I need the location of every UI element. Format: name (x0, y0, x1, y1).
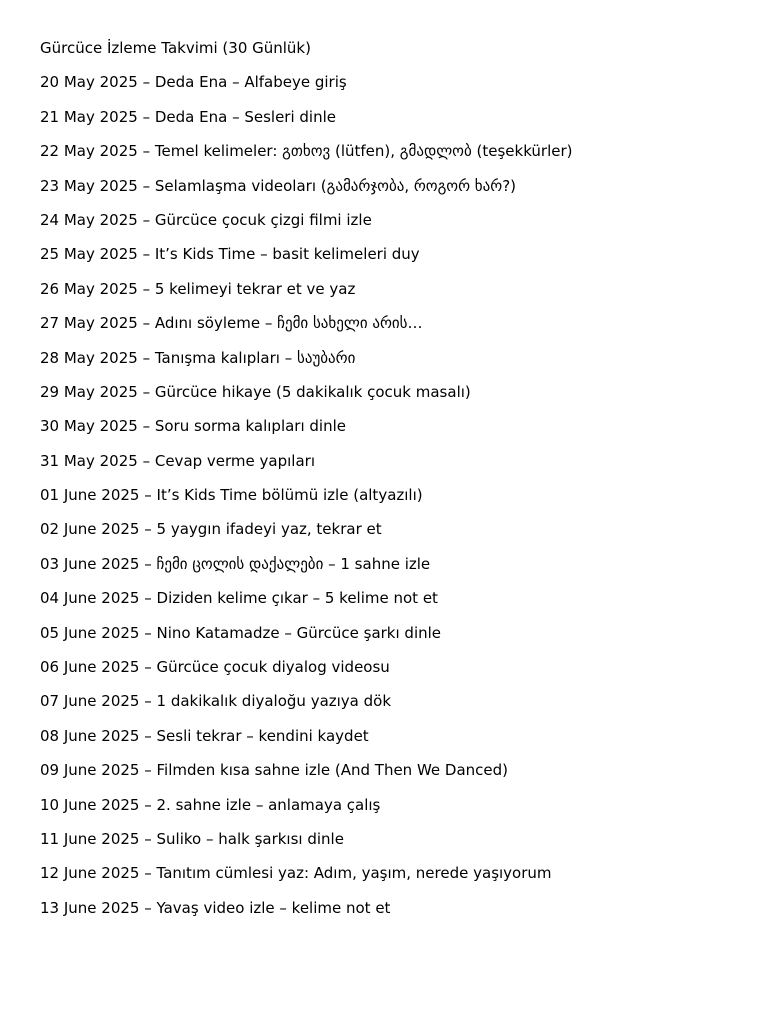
entry-text: 5 kelimeyi tekrar et ve yaz (154, 279, 356, 298)
entry-text: 1 dakikalık diyaloğu yazıya dök (156, 692, 392, 711)
entry-separator: – (139, 795, 157, 814)
schedule-entry (40, 760, 740, 780)
entry-text: Tanıtım cümlesi yaz: Adım, yaşım, nerede yaşıyorum (156, 864, 552, 883)
entry-date: 27 May 2025 (40, 314, 138, 333)
schedule-entry (40, 519, 740, 539)
entry-date: 02 June 2025 (40, 520, 140, 539)
entry-text: Soru sorma kalıpları dinle (154, 417, 346, 436)
entry-date: 30 May 2025 (40, 417, 138, 436)
entry-separator: – (137, 245, 155, 264)
entry-date: 25 May 2025 (40, 245, 138, 264)
entry-text: Gürcüce çocuk diyalog videosu (156, 658, 390, 677)
entry-text: Deda Ena – Sesleri dinle (154, 107, 336, 126)
entry-separator: – (139, 589, 157, 608)
entry-separator: – (137, 382, 155, 401)
entry-date: 23 May 2025 (40, 176, 138, 195)
entry-separator: – (139, 761, 157, 780)
entry-separator: – (139, 486, 157, 505)
schedule-entry (40, 348, 740, 368)
entry-separator: – (139, 658, 157, 677)
schedule-entry (40, 898, 740, 918)
entry-text: Gürcüce hikaye (5 dakikalık çocuk masalı) (154, 382, 471, 401)
schedule-entry (40, 107, 740, 127)
entry-text: Gürcüce çocuk çizgi filmi izle (154, 210, 372, 229)
entry-date: 08 June 2025 (40, 726, 140, 745)
entry-separator: – (139, 554, 157, 573)
entry-separator: – (139, 692, 157, 711)
schedule-entry (40, 554, 740, 574)
entry-date: 12 June 2025 (40, 864, 140, 883)
entry-separator: – (137, 348, 155, 367)
entry-date: 31 May 2025 (40, 451, 138, 470)
entry-date: 13 June 2025 (40, 898, 140, 917)
entry-text: Nino Katamadze – Gürcüce şarkı dinle (156, 623, 442, 642)
schedule-entry (40, 210, 740, 230)
entry-separator: – (139, 726, 157, 745)
schedule-list (40, 72, 740, 917)
schedule-entry (40, 176, 740, 196)
document-page (40, 38, 740, 932)
schedule-entry (40, 623, 740, 643)
entry-date: 29 May 2025 (40, 382, 138, 401)
document-title: Gürcüce İzleme Takvimi (30 Günlük) (40, 39, 311, 57)
entry-text: 5 yaygın ifadeyi yaz, tekrar et (156, 520, 382, 539)
entry-date: 21 May 2025 (40, 107, 138, 126)
entry-text: It’s Kids Time – basit kelimeleri duy (154, 245, 420, 264)
entry-date: 06 June 2025 (40, 658, 140, 677)
entry-text: Temel kelimeler: გთხოვ (lütfen), გმადლობ (teşekkürler) (154, 142, 573, 161)
schedule-entry (40, 588, 740, 608)
entry-text: It’s Kids Time bölümü izle (altyazılı) (156, 486, 423, 505)
entry-separator: – (137, 73, 155, 92)
entry-text: Diziden kelime çıkar – 5 kelime not et (156, 589, 438, 608)
entry-text: Tanışma kalıpları – საუბარი (154, 348, 356, 367)
entry-separator: – (139, 864, 157, 883)
entry-date: 11 June 2025 (40, 829, 140, 848)
entry-separator: – (137, 176, 155, 195)
entry-separator: – (137, 451, 155, 470)
entry-date: 01 June 2025 (40, 486, 140, 505)
entry-date: 28 May 2025 (40, 348, 138, 367)
entry-text: Filmden kısa sahne izle (And Then We Danced) (156, 761, 509, 780)
entry-text: ჩემი ცოლის დაქალები – 1 sahne izle (156, 554, 431, 573)
entry-date: 26 May 2025 (40, 279, 138, 298)
entry-separator: – (139, 520, 157, 539)
entry-separator: – (139, 623, 157, 642)
schedule-entry (40, 795, 740, 815)
entry-date: 22 May 2025 (40, 142, 138, 161)
entry-separator: – (137, 107, 155, 126)
schedule-entry (40, 726, 740, 746)
schedule-entry (40, 829, 740, 849)
entry-separator: – (137, 210, 155, 229)
entry-date: 04 June 2025 (40, 589, 140, 608)
schedule-entry (40, 657, 740, 677)
entry-text: Yavaş video izle – kelime not et (156, 898, 391, 917)
schedule-entry (40, 416, 740, 436)
entry-date: 07 June 2025 (40, 692, 140, 711)
entry-text: Sesli tekrar – kendini kaydet (156, 726, 369, 745)
schedule-entry (40, 72, 740, 92)
entry-date: 09 June 2025 (40, 761, 140, 780)
entry-date: 20 May 2025 (40, 73, 138, 92)
entry-date: 05 June 2025 (40, 623, 140, 642)
entry-date: 24 May 2025 (40, 210, 138, 229)
entry-date: 03 June 2025 (40, 554, 140, 573)
entry-date: 10 June 2025 (40, 795, 140, 814)
entry-separator: – (139, 898, 157, 917)
entry-text: Cevap verme yapıları (154, 451, 315, 470)
entry-separator: – (137, 142, 155, 161)
schedule-entry (40, 691, 740, 711)
entry-separator: – (137, 279, 155, 298)
entry-text: 2. sahne izle – anlamaya çalış (156, 795, 381, 814)
entry-separator: – (137, 417, 155, 436)
schedule-entry (40, 451, 740, 471)
schedule-entry (40, 141, 740, 161)
entry-text: Selamlaşma videoları (გამარჯობა, როგორ ხარ?) (154, 176, 517, 195)
entry-text: Suliko – halk şarkısı dinle (156, 829, 344, 848)
schedule-entry (40, 382, 740, 402)
entry-separator: – (139, 829, 157, 848)
entry-text: Deda Ena – Alfabeye giriş (154, 73, 347, 92)
schedule-entry (40, 863, 740, 883)
schedule-entry (40, 313, 740, 333)
schedule-entry (40, 244, 740, 264)
entry-separator: – (137, 314, 155, 333)
schedule-entry (40, 279, 740, 299)
entry-text: Adını söyleme – ჩემი სახელი არის… (154, 314, 423, 333)
schedule-entry (40, 485, 740, 505)
